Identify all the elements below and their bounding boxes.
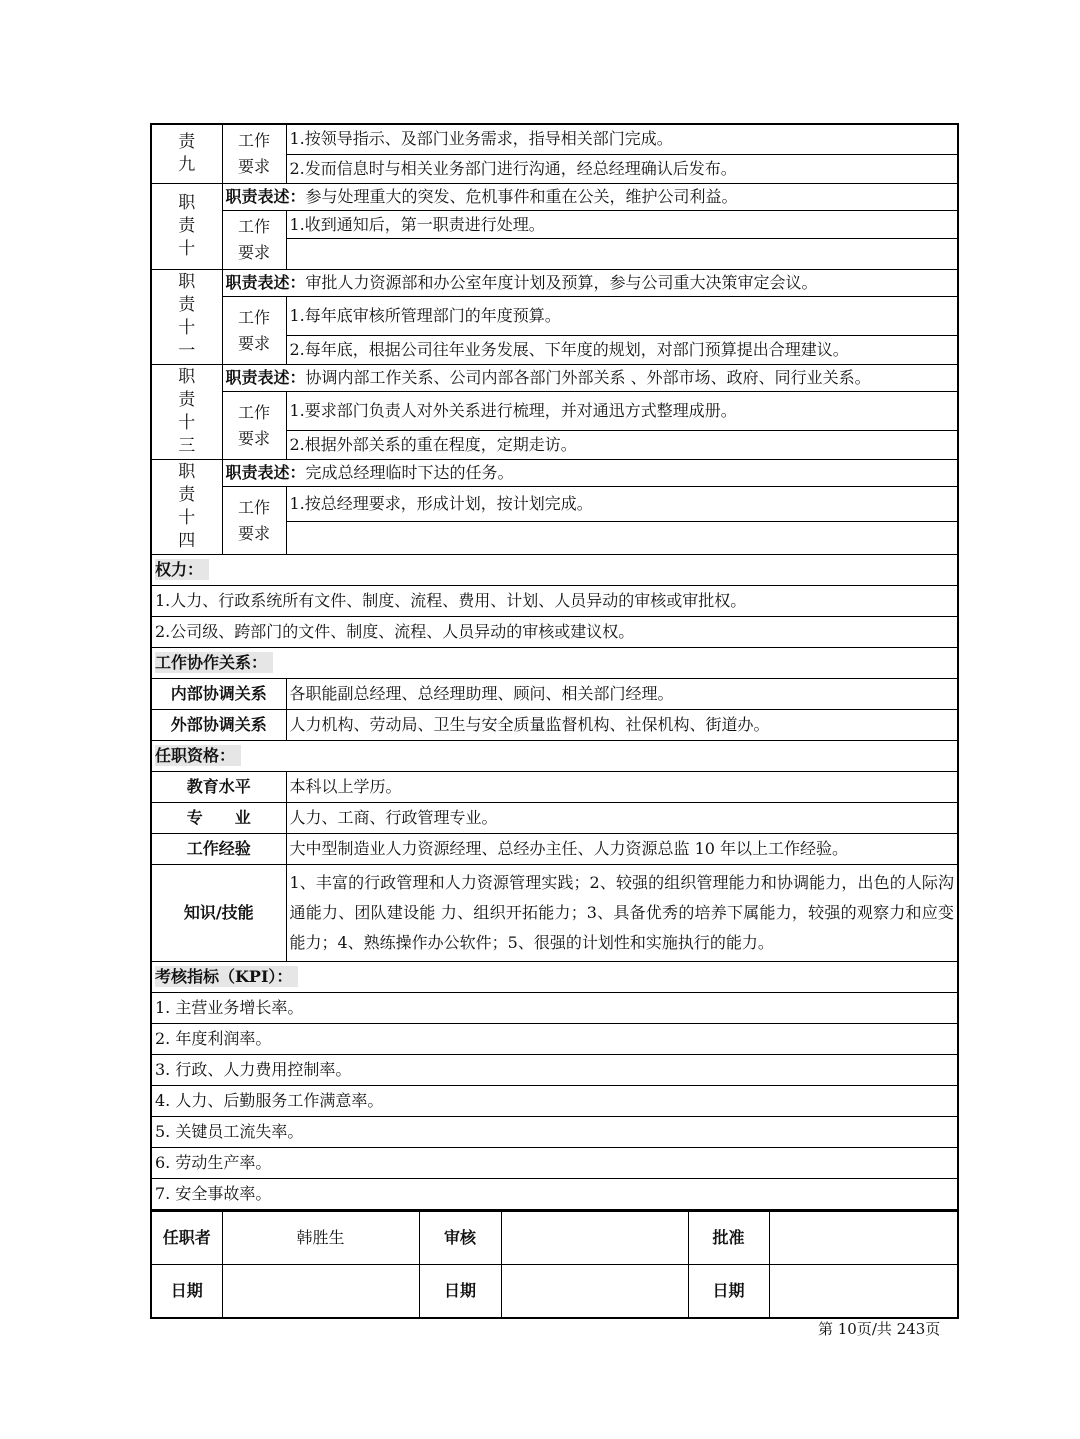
review-value [501, 1212, 688, 1265]
major-value: 人力、工商、行政管理专业。 [286, 803, 958, 834]
holder-name: 韩胜生 [222, 1212, 419, 1265]
review-label: 审核 [419, 1212, 501, 1265]
duty-desc-label: 职责表述： [225, 187, 306, 206]
duty-9-req-label: 工作要求 [222, 124, 286, 184]
duty-11-req-2: 2.每年底，根据公司往年业务发展、下年度的规划，对部门预算提出合理建议。 [286, 335, 958, 365]
duty-11-description [222, 270, 958, 297]
duty-13-req-label: 工作要求 [222, 392, 286, 460]
job-description-table [150, 123, 959, 1211]
duty-13-req-1: 1.要求部门负责人对外关系进行梳理，并对通迅方式整理成册。 [286, 392, 958, 431]
duty-10-req-label: 工作要求 [222, 211, 286, 270]
kpi-item: 6. 劳动生产率。 [151, 1148, 958, 1179]
review-date-label: 日期 [419, 1265, 501, 1319]
signature-table [150, 1211, 959, 1319]
major-label: 专 业 [151, 803, 286, 834]
holder-date-label: 日期 [151, 1265, 222, 1319]
duty-11-number: 职 责 十 一 [151, 270, 222, 365]
external-coordination-label: 外部协调关系 [151, 710, 286, 741]
cooperation-section-title: 工作协作关系： [151, 648, 958, 679]
duty-10-description [222, 184, 958, 211]
duty-desc-text: 审批人力资源部和办公室年度计划及预算，参与公司重大决策审定会议。 [305, 273, 818, 292]
kpi-item: 4. 人力、后勤服务工作满意率。 [151, 1086, 958, 1117]
power-item: 1.人力、行政系统所有文件、制度、流程、费用、计划、人员异动的审核或审批权。 [151, 586, 958, 617]
education-value: 本科以上学历。 [286, 772, 958, 803]
duty-11-req-label: 工作要求 [222, 297, 286, 365]
internal-coordination-label: 内部协调关系 [151, 679, 286, 710]
holder-label: 任职者 [151, 1212, 222, 1265]
duty-14-description [222, 460, 958, 487]
kpi-item: 7. 安全事故率。 [151, 1179, 958, 1211]
kpi-item: 1. 主营业务增长率。 [151, 993, 958, 1024]
approve-date-value [769, 1265, 958, 1319]
education-label: 教育水平 [151, 772, 286, 803]
duty-desc-label: 职责表述： [225, 463, 306, 482]
duty-14-number: 职 责 十 四 [151, 460, 222, 555]
approve-value [769, 1212, 958, 1265]
review-date-value [501, 1265, 688, 1319]
duty-desc-label: 职责表述： [225, 368, 306, 387]
duty-11-req-1: 1.每年底审核所管理部门的年度预算。 [286, 297, 958, 336]
kpi-item: 3. 行政、人力费用控制率。 [151, 1055, 958, 1086]
approve-label: 批准 [688, 1212, 769, 1265]
duty-14-req-label: 工作要求 [222, 487, 286, 555]
qualification-section-title: 任职资格： [151, 741, 958, 772]
duty-desc-text: 协调内部工作关系、公司内部各部门外部关系 、外部市场、政府、同行业关系。 [305, 368, 871, 387]
power-section-title: 权力： [151, 555, 958, 586]
duty-10-req-1: 1.收到通知后，第一职责进行处理。 [286, 211, 958, 239]
internal-coordination-value: 各职能副总经理、总经理助理、顾问、相关部门经理。 [286, 679, 958, 710]
kpi-section-title: 考核指标（KPI）： [151, 962, 958, 993]
duty-10-req-2 [286, 239, 958, 270]
approve-date-label: 日期 [688, 1265, 769, 1319]
duty-9-req-1: 1.按领导指示、及部门业务需求，指导相关部门完成。 [286, 124, 958, 154]
duty-13-description [222, 365, 958, 392]
skills-value: 1、丰富的行政管理和人力资源管理实践；2、较强的组织管理能力和协调能力，出色的人际沟通能力、团队建设能 力、组织开拓能力；3、具备优秀的培养下属能力，较强的观察力和应变能力；4、熟练操作办公软件；5、很强的计划性和实施执行的能力。 [286, 865, 958, 962]
duty-14-req-1: 1.按总经理要求，形成计划，按计划完成。 [286, 487, 958, 522]
experience-label: 工作经验 [151, 834, 286, 865]
duty-9-number: 责 九 [151, 124, 222, 184]
duty-10-number: 职 责 十 [151, 184, 222, 270]
holder-date-value [222, 1265, 419, 1319]
duty-9-req-2: 2.发而信息时与相关业务部门进行沟通，经总经理确认后发布。 [286, 154, 958, 183]
duty-desc-text: 参与处理重大的突发、危机事件和重在公关，维护公司利益。 [305, 187, 738, 206]
power-item: 2.公司级、跨部门的文件、制度、流程、人员异动的审核或建议权。 [151, 617, 958, 648]
duty-desc-label: 职责表述： [225, 273, 306, 292]
external-coordination-value: 人力机构、劳动局、卫生与安全质量监督机构、社保机构、街道办。 [286, 710, 958, 741]
experience-value: 大中型制造业人力资源经理、总经办主任、人力资源总监 10 年以上工作经验。 [286, 834, 958, 865]
duty-desc-text: 完成总经理临时下达的任务。 [305, 463, 514, 482]
skills-label: 知识/技能 [151, 865, 286, 962]
duty-13-req-2: 2.根据外部关系的重在程度，定期走访。 [286, 430, 958, 460]
job-description-sheet [150, 123, 957, 1319]
duty-13-number: 职 责 十 三 [151, 365, 222, 460]
duty-14-req-2 [286, 522, 958, 555]
page-number: 第 10页/共 243页 [818, 1320, 941, 1338]
kpi-item: 5. 关键员工流失率。 [151, 1117, 958, 1148]
kpi-item: 2. 年度利润率。 [151, 1024, 958, 1055]
